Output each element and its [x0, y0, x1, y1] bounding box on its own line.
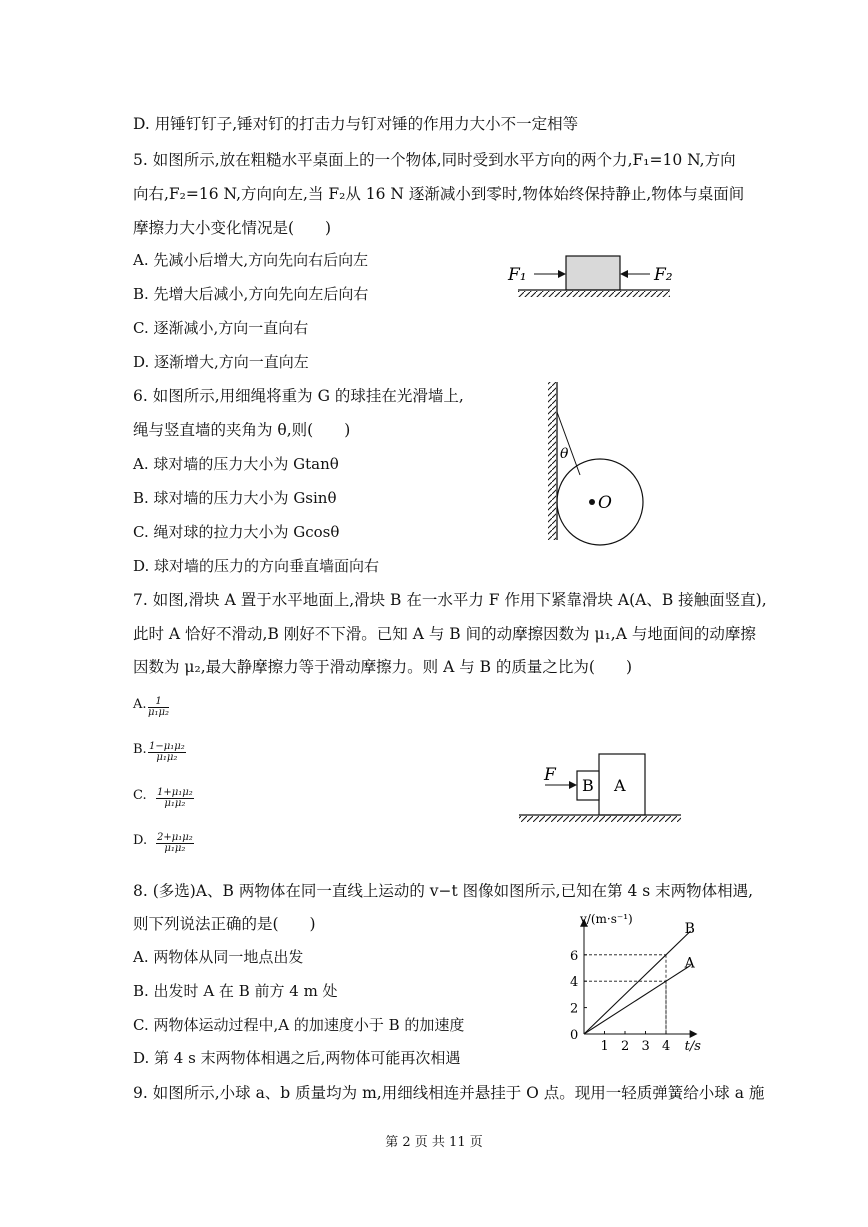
q6-stem-line1: 6. 如图所示,用细绳将重为 G 的球挂在光滑墙上, [133, 387, 464, 405]
q7-option-c-label: C. [133, 788, 147, 803]
q8-option-a: A. 两物体从同一地点出发 [133, 948, 304, 966]
q5-label-f1: F₁ [508, 265, 527, 285]
q7-option-c-den: μ₁μ₂ [164, 798, 186, 809]
q8-option-c: C. 两物体运动过程中,A 的加速度小于 B 的加速度 [133, 1016, 465, 1034]
q7-option-b-label: B. [133, 742, 147, 757]
y-tick-label-6: 6 [570, 948, 579, 964]
q8-stem-line2: 则下列说法正确的是( ) [133, 915, 316, 933]
series-line-A [584, 965, 691, 1034]
q7-ground-hatch [519, 816, 681, 822]
q7-option-a-fraction [148, 697, 169, 718]
q6-option-d: D. 球对墙的压力的方向垂直墙面向右 [133, 557, 380, 575]
q5-stem-line3: 摩擦力大小变化情况是( ) [133, 219, 332, 237]
q8-option-b: B. 出发时 A 在 B 前方 4 m 处 [133, 982, 338, 1000]
q6-label-theta: θ [560, 446, 569, 462]
q4-option-d: D. 用锤钉钉子,锤对钉的打击力与钉对锤的作用力大小不一定相等 [133, 115, 579, 133]
q8-vt-chart [560, 910, 720, 1060]
origin-label: 0 [570, 1028, 579, 1043]
q7-label-a: A [614, 776, 626, 795]
x-tick-label-3: 3 [641, 1039, 650, 1054]
q7-option-c-fraction [156, 788, 194, 809]
q9-stem-line1: 9. 如图所示,小球 a、b 质量均为 m,用细线相连并悬挂于 O 点。现用一轻质弹簧给小球 a 施 [133, 1084, 765, 1102]
y-tick-label-4: 4 [570, 975, 579, 991]
q7-option-a-den: μ₁μ₂ [148, 707, 170, 718]
q5-option-b: B. 先增大后减小,方向先向左后向右 [133, 285, 369, 303]
q6-option-c: C. 绳对球的拉力大小为 Gcosθ [133, 523, 340, 541]
q7-option-d-num: 2+μ₁μ₂ [157, 832, 193, 843]
q5-option-c: C. 逐渐减小,方向一直向右 [133, 319, 309, 337]
series-label-B: B [684, 921, 695, 938]
q7-option-b-num: 1−μ₁μ₂ [149, 741, 185, 752]
x-tick-label-1: 1 [600, 1039, 609, 1054]
q7-label-f: F [544, 765, 556, 785]
q6-ball-wall-diagram [540, 380, 650, 545]
y-tick-label-2: 2 [570, 1001, 579, 1017]
q8-option-d: D. 第 4 s 末两物体相遇之后,两物体可能再次相遇 [133, 1049, 461, 1067]
q6-label-o: O [598, 493, 612, 513]
q5-stem-line2: 向右,F₂=16 N,方向向左,当 F₂从 16 N 逐渐减小到零时,物体始终保持静止,物体与桌面间 [133, 185, 745, 203]
q7-option-b-den: μ₁μ₂ [156, 752, 178, 763]
q5-force-diagram [500, 250, 700, 300]
q6-option-b: B. 球对墙的压力大小为 Gsinθ [133, 489, 337, 507]
series-label-A: A [684, 955, 695, 972]
q6-ball-center [589, 499, 595, 505]
y-axis-label: v/(m·s⁻¹) [580, 912, 633, 926]
q8-stem-line1: 8. (多选)A、B 两物体在同一直线上运动的 v−t 图像如图所示,已知在第 4 s 末两物体相遇, [133, 882, 754, 900]
q7-option-a-num: 1 [148, 697, 169, 708]
q7-option-b-fraction [148, 742, 186, 763]
page-footer: 第 2 页 共 11 页 [385, 1135, 483, 1150]
q7-label-b: B [582, 776, 594, 795]
q7-block-diagram [515, 750, 685, 830]
q5-label-f2: F₂ [654, 265, 673, 285]
q5-block [566, 256, 620, 290]
q6-stem-line2: 绳与竖直墙的夹角为 θ,则( ) [133, 421, 351, 439]
q7-option-d-den: μ₁μ₂ [164, 843, 186, 854]
x-tick-label-2: 2 [621, 1039, 630, 1054]
q7-option-a-label: A. [133, 697, 147, 712]
q7-stem-line2: 此时 A 恰好不滑动,B 刚好不下滑。已知 A 与 B 间的动摩擦因数为 μ₁,A 与地面间的动摩擦 [133, 625, 756, 643]
q7-option-d-label: D. [133, 833, 148, 848]
q6-wall-hatch [548, 382, 556, 540]
q7-option-c-num: 1+μ₁μ₂ [157, 787, 193, 798]
q7-stem-line3: 因数为 μ₂,最大静摩擦力等于滑动摩擦力。则 A 与 B 的质量之比为( ) [133, 658, 633, 676]
q6-option-a: A. 球对墙的压力大小为 Gtanθ [133, 455, 339, 473]
q5-option-d: D. 逐渐增大,方向一直向左 [133, 353, 309, 371]
series-line-B [584, 931, 691, 1034]
x-tick-label-4: 4 [662, 1039, 671, 1054]
q7-option-d-fraction [156, 833, 194, 854]
q7-stem-line1: 7. 如图,滑块 A 置于水平地面上,滑块 B 在一水平力 F 作用下紧靠滑块 A(A、B 接触面竖直), [133, 591, 767, 609]
q5-option-a: A. 先减小后增大,方向先向右后向左 [133, 251, 369, 269]
q5-ground-hatch [518, 291, 670, 297]
q5-stem-line1: 5. 如图所示,放在粗糙水平桌面上的一个物体,同时受到水平方向的两个力,F₁=10 N,方向 [133, 151, 736, 169]
x-axis-label: t/s [684, 1039, 701, 1054]
